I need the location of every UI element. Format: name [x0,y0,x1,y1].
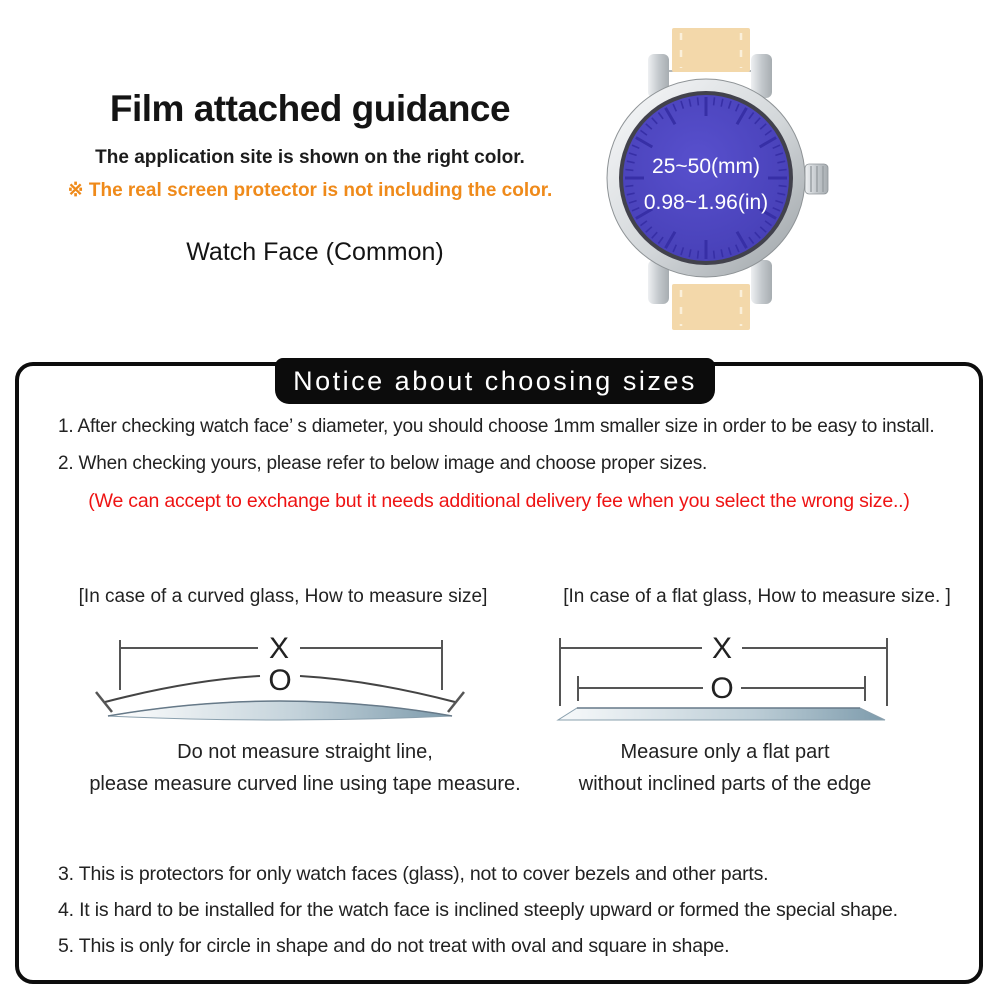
flat-caption-line1: Measure only a flat part [620,741,830,763]
curved-glass-diagram [80,628,500,728]
notice-bottom-items [58,856,978,964]
flat-glass-shape [558,708,885,720]
measure-end-tick [96,692,112,712]
watch-icon [595,18,835,340]
curved-caption-line2: please measure curved line using tape measure. [89,773,521,795]
curved-caption-line1: Do not measure straight line, [177,741,433,763]
watch-strap-bottom [672,284,750,330]
notice-header-label: Notice about choosing sizes [293,365,697,396]
notice-header [275,358,715,404]
page-title: Film attached guidance [109,88,511,129]
notice-item-3: 3. This is protectors for only watch faces (glass), not to cover bezels and other parts. [58,863,769,885]
notice-item-2: 2. When checking yours, please refer to below image and choose proper sizes. [58,453,708,474]
guidance-note: ※ The real screen protector is not including the color. [67,180,553,201]
measure-end-tick [448,692,464,712]
wrong-mark: X [711,632,733,665]
right-mark: O [710,672,734,705]
watch-size-in: 0.98~1.96(in) [643,191,769,214]
notice-item-5: 5. This is only for circle in shape and do not treat with oval and square in shape. [58,935,730,957]
watch-strap-top [672,28,750,72]
watch-illustration [595,18,835,340]
watch-size-mm: 25~50(mm) [652,155,760,178]
watch-lug [751,260,772,304]
curved-glass-label: [In case of a curved glass, How to measure size] [78,586,488,607]
flat-glass-caption [475,736,975,800]
curved-glass-shape [108,701,452,720]
wrong-mark: X [268,632,290,665]
watch-face-label: Watch Face (Common) [186,238,444,266]
notice-item-1: 1. After checking watch face’ s diameter, you should choose 1mm smaller size in order to be easy to install. [58,416,935,437]
guidance-subtitle: The application site is shown on the right color. [95,147,525,168]
flat-glass-label: [In case of a flat glass, How to measure size. ] [563,586,951,607]
exchange-warning: (We can accept to exchange but it needs additional delivery fee when you select the wrong size..) [88,490,910,512]
notice-item-4: 4. It is hard to be installed for the watch face is inclined steeply upward or formed the special shape. [58,899,898,921]
watch-face [623,95,789,261]
flat-caption-line2: without inclined parts of the edge [578,773,872,795]
right-mark: O [268,664,292,697]
flat-glass-diagram [540,628,980,728]
